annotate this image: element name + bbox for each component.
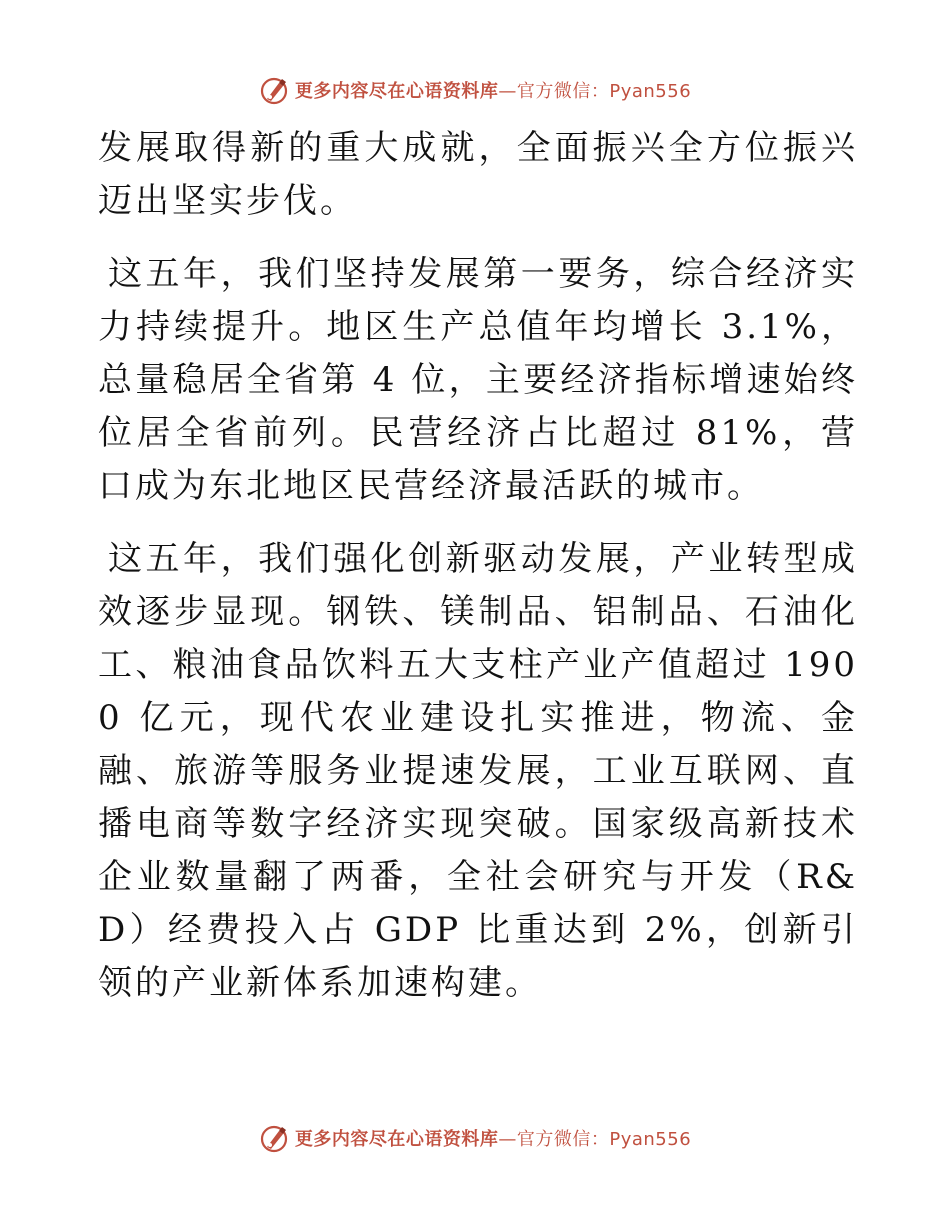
watermark-separator: — [498,81,517,102]
watermark-text [295,1125,691,1151]
watermark-main: 更多内容尽在心语资料库 [294,81,499,102]
watermark-text [295,77,691,103]
footer-watermark [0,1118,950,1158]
watermark-main: 更多内容尽在心语资料库 [294,1129,499,1150]
watermark-contact: 官方微信： [516,81,610,102]
paragraph-3: 这五年，我们强化创新驱动发展，产业转型成效逐步显现。钢铁、镁制品、铝制品、石油化工、粮油食品饮料五大支柱产业产值超过 1900 亿元，现代农业建设扎实推进，物流、金融、旅游等服务业提速发展，工业互联网、直播电商等数字经济实现突破。国家级高新技术企业数量翻了两番，全社会研究与开发（R&D）经费投入占 GDP 比重达到 2%，创新引领的产业新体系加速构建。 [98,539,858,1003]
watermark-id: Pyan556 [609,81,692,102]
document-body [98,122,858,1030]
pen-logo-icon [259,1123,289,1153]
header-watermark [0,70,950,110]
pen-logo-icon [259,75,289,105]
watermark-id: Pyan556 [609,1129,692,1150]
paragraph-2: 这五年，我们坚持发展第一要务，综合经济实力持续提升。地区生产总值年均增长 3.1%，总量稳居全省第 4 位，主要经济指标增速始终位居全省前列。民营经济占比超过 81%，营口成为东北地区民营经济最活跃的城市。 [98,254,858,506]
watermark-separator: — [498,1129,517,1150]
watermark-contact: 官方微信： [516,1129,610,1150]
paragraph-1: 发展取得新的重大成就，全面振兴全方位振兴迈出坚实步伐。 [98,128,858,221]
